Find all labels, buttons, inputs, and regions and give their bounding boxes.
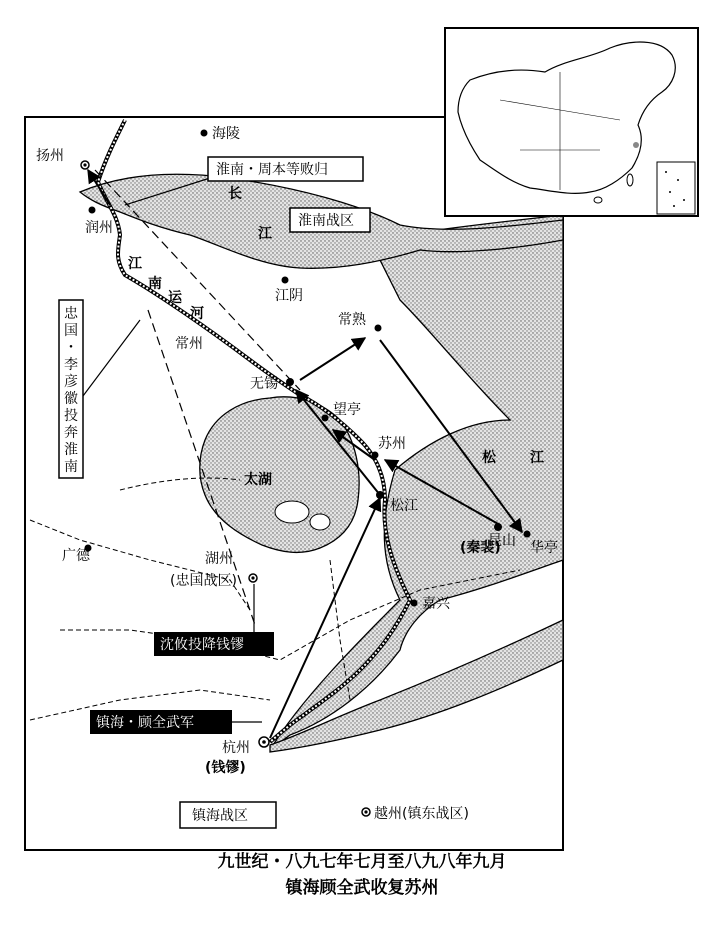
label-guangde: 广德 [62, 548, 90, 564]
label-hailing: 海陵 [212, 126, 240, 142]
label-wangting: 望亭 [333, 402, 361, 418]
label-huzhou-zone: (忠国战区) [170, 573, 237, 589]
label-suzhou: 苏州 [378, 436, 406, 452]
callout-huainan-zone-text: 淮南战区 [298, 213, 354, 229]
label-songjiang-river-1: 松 [482, 450, 496, 466]
svg-text:南: 南 [64, 459, 78, 475]
callout-zhenhai-zone-text: 镇海战区 [192, 808, 248, 824]
taihu-island-2 [310, 514, 330, 530]
label-canal-2: 南 [148, 276, 162, 292]
label-jiaxing: 嘉兴 [422, 596, 450, 612]
label-runzhou: 润州 [85, 220, 113, 236]
callout-huainan-defeat-text: 淮南・周本等败归 [216, 162, 328, 178]
label-canal-3: 运 [168, 290, 182, 306]
svg-text:投: 投 [64, 408, 78, 424]
svg-text:・: ・ [64, 340, 78, 356]
label-qinpei: (秦裴) [460, 540, 501, 556]
svg-text:奔: 奔 [64, 425, 78, 441]
svg-text:国: 国 [64, 323, 78, 339]
label-wuxi: 无锡 [250, 376, 278, 392]
label-songjiang: 松江 [390, 498, 418, 514]
label-yangtze-2: 江 [258, 226, 272, 242]
label-huzhou: 湖州 [205, 551, 233, 567]
svg-text:李: 李 [64, 357, 78, 373]
caption-line-2: 镇海顾全武收复苏州 [285, 878, 439, 898]
inset-china-map [445, 28, 698, 216]
label-yuezhou: 越州(镇东战区) [374, 806, 469, 822]
svg-text:淮: 淮 [64, 442, 78, 458]
label-taihu: 太湖 [244, 472, 272, 488]
label-canal-1: 江 [128, 256, 142, 272]
label-changzhou: 常州 [175, 336, 203, 352]
label-jiangyin: 江阴 [275, 288, 303, 304]
taihu-island-1 [275, 501, 309, 523]
caption-line-1: 九世纪・八九七年七月至八九八年九月 [217, 852, 507, 872]
callout-shen-surrender-text: 沈攸投降钱镠 [160, 637, 244, 653]
label-qianliu: (钱镠) [205, 760, 246, 776]
label-changshu: 常熟 [338, 312, 366, 328]
callout-zhenhai-army-text: 镇海・顾全武军 [96, 715, 194, 731]
svg-text:徽: 徽 [64, 391, 78, 407]
label-yangzhou: 扬州 [36, 148, 64, 164]
svg-text:彦: 彦 [64, 374, 78, 390]
label-hangzhou: 杭州 [222, 740, 250, 756]
svg-text:忠: 忠 [64, 306, 78, 322]
label-canal-4: 河 [190, 306, 204, 322]
label-songjiang-river-2: 江 [530, 450, 544, 466]
label-yangtze-1: 长 [228, 186, 242, 202]
label-huating: 华亭 [530, 540, 558, 556]
label-kunshan: 昆山 [488, 533, 516, 549]
